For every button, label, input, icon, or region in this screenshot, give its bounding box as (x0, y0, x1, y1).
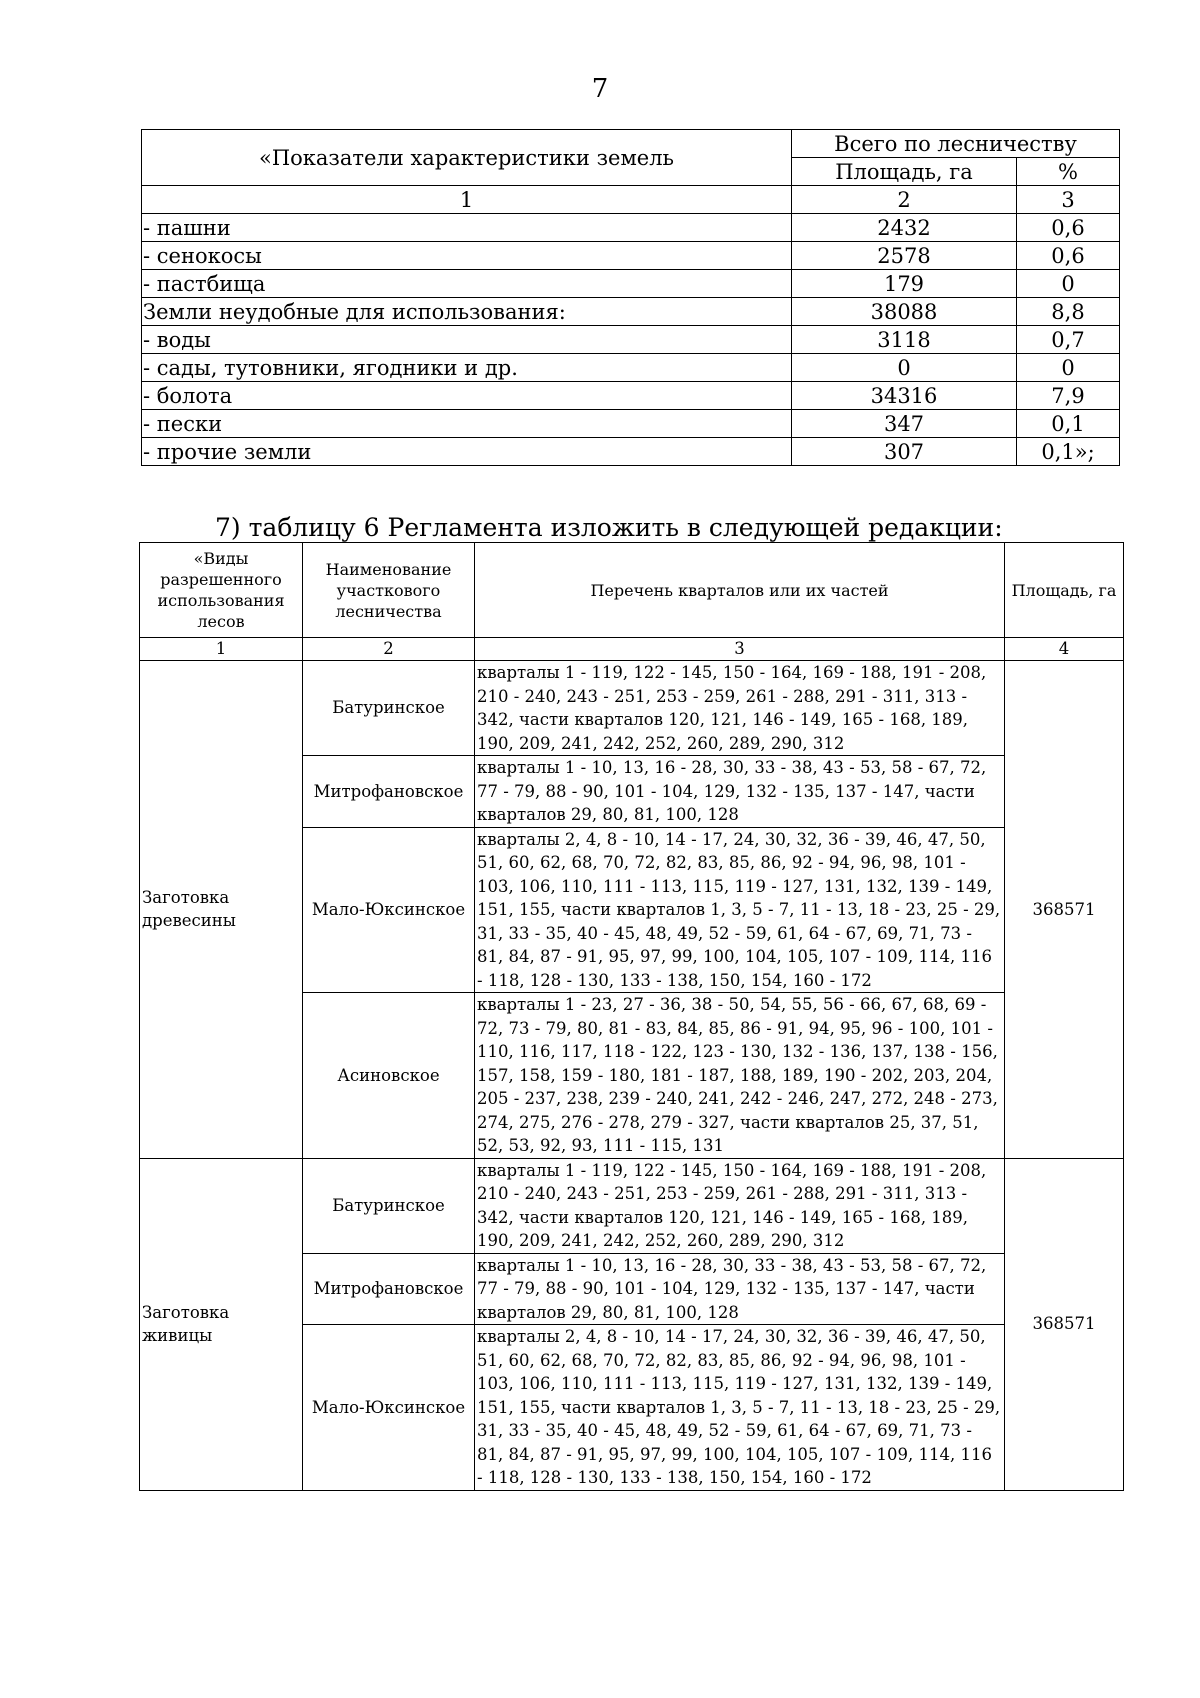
table2-header-row (140, 543, 1124, 638)
land-indicators-table (141, 129, 1120, 466)
table-row (142, 214, 1120, 242)
quarters-list: кварталы 1 - 119, 122 - 145, 150 - 164, 169 - 188, 191 - 208, 210 - 240, 243 - 251, 253 - 259, 261 - 288, 291 - 311, 313 - 342, части кварталов 120, 121, 146 - 149, 165 - 168, 189, 190, 209, 241, 242, 252, 260, 289, 290, 312 (475, 661, 1005, 756)
land-area: 0 (792, 354, 1017, 382)
quarters-list: кварталы 1 - 23, 27 - 36, 38 - 50, 54, 55, 56 - 66, 67, 68, 69 - 72, 73 - 79, 80, 81 - 83, 84, 85, 86 - 91, 94, 95, 96 - 100, 101 - 110, 116, 117, 118 - 122, 123 - 130, 132 - 136, 137, 138 - 156, 157, 158, 159 - 180, 181 - 187, 188, 189, 190 - 202, 203, 204, 205 - 237, 238, 239 - 240, 241, 242 - 246, 247, 272, 248 - 273, 274, 275, 276 - 278, 279 - 327, части кварталов 25, 37, 51, 52, 53, 92, 93, 111 - 115, 131 (475, 993, 1005, 1159)
land-type: - прочие земли (142, 438, 792, 466)
column-number: 2 (792, 186, 1017, 214)
forestry-name: Мало-Юксинское (303, 827, 475, 993)
land-area: 347 (792, 410, 1017, 438)
table-row (142, 326, 1120, 354)
column-number: 2 (303, 638, 475, 661)
land-type: - сады, тутовники, ягодники и др. (142, 354, 792, 382)
land-area: 179 (792, 270, 1017, 298)
table1-area-header: Площадь, га (792, 158, 1017, 186)
land-percent: 7,9 (1017, 382, 1120, 410)
area-value: 368571 (1005, 661, 1124, 1159)
land-area: 38088 (792, 298, 1017, 326)
table2-column-numbers (140, 638, 1124, 661)
land-area: 3118 (792, 326, 1017, 354)
forestry-name: Асиновское (303, 993, 475, 1159)
land-percent: 0,6 (1017, 242, 1120, 270)
land-type: - болота (142, 382, 792, 410)
quarters-list: кварталы 2, 4, 8 - 10, 14 - 17, 24, 30, 32, 36 - 39, 46, 47, 50, 51, 60, 62, 68, 70, 72, 82, 83, 85, 86, 92 - 94, 96, 98, 101 - 103, 106, 110, 111 - 113, 115, 119 - 127, 131, 132, 139 - 149, 151, 155, части кварталов 1, 3, 5 - 7, 11 - 13, 18 - 23, 25 - 29, 31, 33 - 35, 40 - 45, 48, 49, 52 - 59, 61, 64 - 67, 69, 71, 73 - 81, 84, 87 - 91, 95, 97, 99, 100, 104, 105, 107 - 109, 114, 116 - 118, 128 - 130, 133 - 138, 150, 154, 160 - 172 (475, 1325, 1005, 1491)
land-area: 307 (792, 438, 1017, 466)
forestry-name: Митрофановское (303, 756, 475, 828)
land-area: 2578 (792, 242, 1017, 270)
table-row (140, 1158, 1124, 1253)
table1-header-row (142, 130, 1120, 158)
table1-percent-header: % (1017, 158, 1120, 186)
quarters-list: кварталы 1 - 10, 13, 16 - 28, 30, 33 - 38, 43 - 53, 58 - 67, 72, 77 - 79, 88 - 90, 101 - 104, 129, 132 - 135, 137 - 147, части кварталов 29, 80, 81, 100, 128 (475, 756, 1005, 828)
land-type: - пашни (142, 214, 792, 242)
column-number: 1 (142, 186, 792, 214)
header-area: Площадь, га (1005, 543, 1124, 638)
table-row (142, 382, 1120, 410)
table-row (142, 410, 1120, 438)
table-row (140, 661, 1124, 756)
land-percent: 0,7 (1017, 326, 1120, 354)
land-area: 34316 (792, 382, 1017, 410)
land-percent: 0,6 (1017, 214, 1120, 242)
table-row (142, 298, 1120, 326)
land-type: - сенокосы (142, 242, 792, 270)
header-use-type: «Виды разрешенного использования лесов (140, 543, 303, 638)
use-type: Заготовка древесины (140, 661, 303, 1159)
page-number: 7 (591, 74, 609, 104)
forestry-name: Батуринское (303, 661, 475, 756)
land-type: - воды (142, 326, 792, 354)
quarters-list: кварталы 1 - 10, 13, 16 - 28, 30, 33 - 38, 43 - 53, 58 - 67, 72, 77 - 79, 88 - 90, 101 - 104, 129, 132 - 135, 137 - 147, части кварталов 29, 80, 81, 100, 128 (475, 1253, 1005, 1325)
land-percent: 0,1»; (1017, 438, 1120, 466)
forestry-name: Батуринское (303, 1158, 475, 1253)
forestry-name: Митрофановское (303, 1253, 475, 1325)
table1-total-header: Всего по лесничеству (792, 130, 1120, 158)
land-type: - пастбища (142, 270, 792, 298)
land-percent: 0 (1017, 354, 1120, 382)
table1-indicator-header: «Показатели характеристики земель (142, 130, 792, 186)
land-area: 2432 (792, 214, 1017, 242)
column-number: 4 (1005, 638, 1124, 661)
table-row (142, 242, 1120, 270)
instruction-text: 7) таблицу 6 Регламента изложить в следующей редакции: (215, 513, 1003, 542)
column-number: 3 (475, 638, 1005, 661)
forest-use-table (139, 542, 1124, 1491)
land-percent: 0 (1017, 270, 1120, 298)
quarters-list: кварталы 2, 4, 8 - 10, 14 - 17, 24, 30, 32, 36 - 39, 46, 47, 50, 51, 60, 62, 68, 70, 72, 82, 83, 85, 86, 92 - 94, 96, 98, 101 - 103, 106, 110, 111 - 113, 115, 119 - 127, 131, 132, 139 - 149, 151, 155, части кварталов 1, 3, 5 - 7, 11 - 13, 18 - 23, 25 - 29, 31, 33 - 35, 40 - 45, 48, 49, 52 - 59, 61, 64 - 67, 69, 71, 73 - 81, 84, 87 - 91, 95, 97, 99, 100, 104, 105, 107 - 109, 114, 116 - 118, 128 - 130, 133 - 138, 150, 154, 160 - 172 (475, 827, 1005, 993)
forestry-name: Мало-Юксинское (303, 1325, 475, 1491)
header-forestry: Наименование участкового лесничества (303, 543, 475, 638)
land-type: Земли неудобные для использования: (142, 298, 792, 326)
column-number: 3 (1017, 186, 1120, 214)
table-row (142, 438, 1120, 466)
area-value: 368571 (1005, 1158, 1124, 1490)
land-percent: 0,1 (1017, 410, 1120, 438)
use-type: Заготовка живицы (140, 1158, 303, 1490)
column-number: 1 (140, 638, 303, 661)
quarters-list: кварталы 1 - 119, 122 - 145, 150 - 164, 169 - 188, 191 - 208, 210 - 240, 243 - 251, 253 - 259, 261 - 288, 291 - 311, 313 - 342, части кварталов 120, 121, 146 - 149, 165 - 168, 189, 190, 209, 241, 242, 252, 260, 289, 290, 312 (475, 1158, 1005, 1253)
table-row (142, 270, 1120, 298)
land-percent: 8,8 (1017, 298, 1120, 326)
land-type: - пески (142, 410, 792, 438)
header-quarters: Перечень кварталов или их частей (475, 543, 1005, 638)
table1-column-numbers (142, 186, 1120, 214)
table-row (142, 354, 1120, 382)
